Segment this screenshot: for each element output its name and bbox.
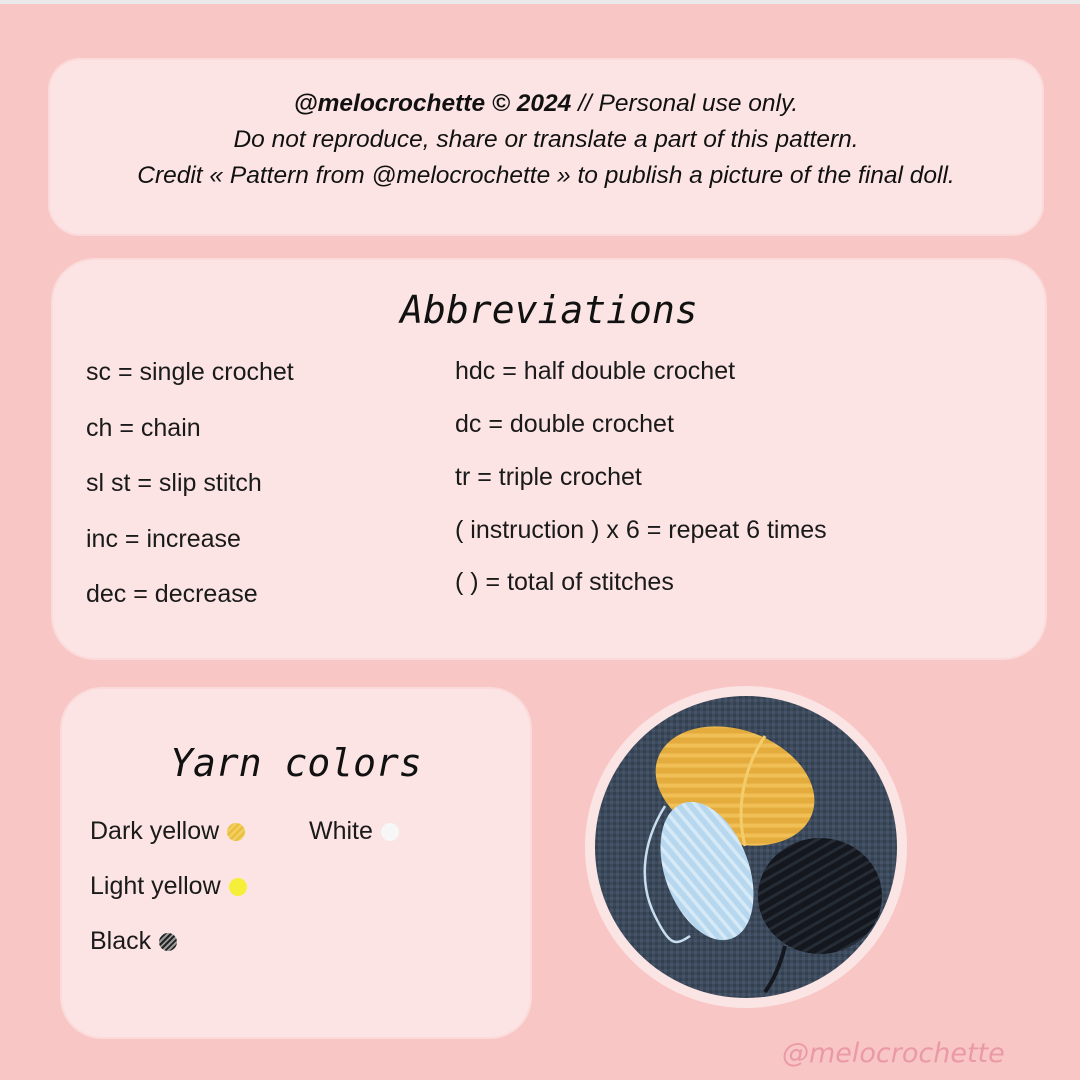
yarn-photo-frame [585,686,907,1008]
yarn-colors-title: Yarn colors [170,741,422,785]
yarn-balls-photo [595,696,897,998]
yarn-color-item [90,927,177,956]
notice-line-1 [50,86,1042,122]
dark-yellow-swatch-icon [227,823,245,841]
abbreviation-item: sc = single crochet [86,358,294,386]
notice-line-3: Credit « Pattern from @melocrochette » to publish a picture of the final doll. [137,162,955,189]
yarn-color-name: Black [90,927,152,955]
abbreviation-item: inc = increase [86,525,241,553]
yarn-color-item [90,872,247,901]
abbreviation-item: hdc = half double crochet [455,357,736,385]
yarn-color-name: Light yellow [90,872,221,900]
copyright-notice [50,60,1042,234]
white-swatch-icon [381,823,399,841]
light-yellow-swatch-icon [229,878,247,896]
yarn-color-name: White [309,817,373,845]
yarn-color-name: Dark yellow [90,817,220,845]
notice-line-2: Do not reproduce, share or translate a part of this pattern. [233,126,859,153]
yarn-colors-card [62,689,530,1037]
abbreviation-item: sl st = slip stitch [86,469,262,497]
yarn-color-item [90,817,245,846]
top-border [0,0,1080,4]
abbreviation-item: dc = double crochet [455,410,674,438]
abbreviation-item: ch = chain [86,414,201,442]
abbreviation-item: dec = decrease [86,580,258,608]
black-swatch-icon [159,933,177,951]
handle-year: @melocrochette © 2024 [293,90,572,117]
abbreviations-card [53,260,1045,658]
yarn-color-item [309,817,399,846]
abbreviation-item: ( instruction ) x 6 = repeat 6 times [455,516,827,544]
watermark-handle: @melocrochette [782,1038,1005,1069]
abbreviation-item: tr = triple crochet [455,463,642,491]
abbreviations-title: Abbreviations [400,288,698,332]
personal-use-text: // Personal use only. [571,90,799,117]
abbreviation-item: ( ) = total of stitches [455,568,674,596]
